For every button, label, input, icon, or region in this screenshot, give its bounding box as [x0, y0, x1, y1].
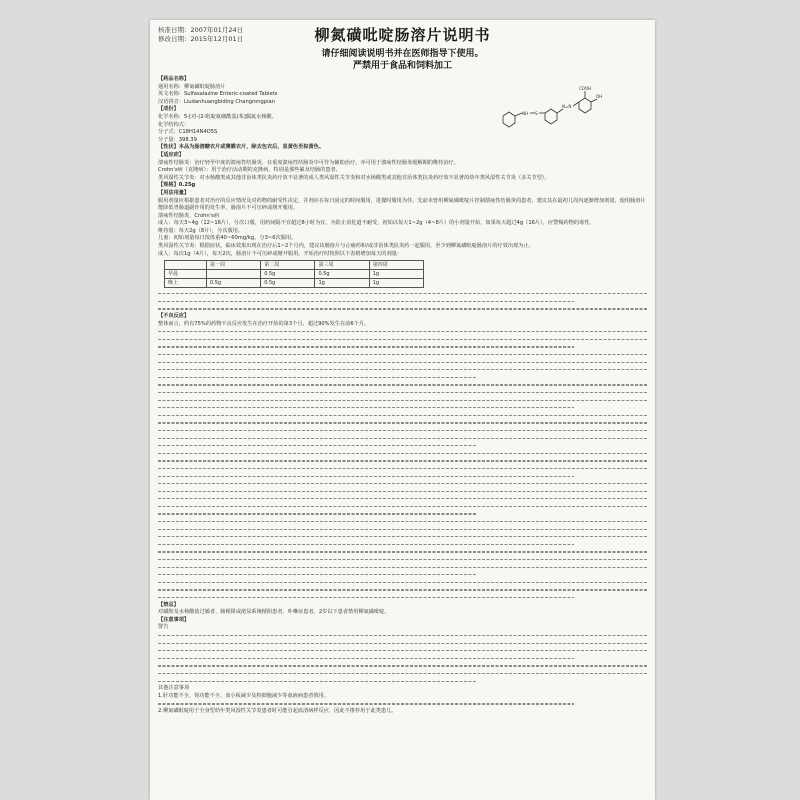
text-line — [158, 412, 647, 420]
usage-ra-adult: 成人：每次1g（4片），每天2次，肠溶片不可压碎或掰开服用。开始治疗时按照以下表格增加每天的剂量： — [158, 250, 403, 257]
dose-cell: 1g — [315, 279, 369, 288]
svg-text:N=N: N=N — [562, 104, 572, 109]
molecular-weight: 分子量：398.39 — [158, 136, 197, 143]
usage-uc-crohn: 溃疡性结肠炎、Crohn's病 — [158, 212, 220, 219]
text-line — [158, 586, 647, 594]
dose-table-row — [165, 279, 424, 288]
text-line — [158, 404, 647, 412]
text-line — [158, 427, 647, 435]
english-name: 英文名称：Sulfasalazine Enteric-coated Tablets — [158, 91, 278, 98]
text-line — [158, 533, 647, 541]
text-line — [158, 670, 647, 678]
section-usage: 【用法用量】 — [158, 189, 190, 196]
revision-date: 修改日期：2015年12月01日 — [158, 35, 244, 43]
dose-cell: 0.5g — [261, 270, 315, 279]
text-line — [158, 526, 647, 534]
text-line — [158, 647, 647, 655]
adverse-text: 整体而言，约有75%的药物不良反应发生在治疗开始的第3个月，超过90%发生在前6个月。 — [158, 320, 370, 327]
text-line — [158, 503, 647, 511]
text-line — [158, 556, 647, 564]
text-line — [158, 397, 647, 405]
leaflet-sheet — [150, 20, 655, 800]
section-contraindications: 【禁忌】 — [158, 601, 179, 608]
other-precautions-heading: 其他注意事项 — [158, 685, 190, 692]
text-line — [158, 389, 647, 397]
dose-cell: 早晨 — [165, 270, 207, 279]
text-line — [158, 594, 647, 602]
text-line — [158, 488, 647, 496]
text-line — [158, 290, 647, 298]
svg-text:COOH: COOH — [579, 86, 592, 91]
text-line — [158, 579, 647, 587]
text-line — [158, 662, 647, 670]
dose-header-cell: 第三周 — [315, 261, 369, 270]
contraindications-text: 对磺胺及水杨酸盐过敏者、肠梗阻或泌尿系统梗阻患者、卟啉症患者、2岁以下患者禁用柳氮磺吡啶。 — [158, 609, 390, 616]
section-precautions: 【注意事项】 — [158, 616, 190, 623]
dose-header-cell: 第二周 — [261, 261, 315, 270]
section-adverse: 【不良反应】 — [158, 313, 190, 320]
text-line — [158, 678, 647, 686]
text-line — [158, 510, 647, 518]
dose-cell: 晚上 — [165, 279, 207, 288]
dose-table-header — [165, 261, 424, 270]
indication-ra: 类风湿性关节炎：对水杨酸类或其他非甾体类抗炎药疗效不显著的成人类风湿性关节炎和对水杨酸类或其他非甾体类抗炎药疗效不显著的幼年类风湿性关节炎（多关节型）。 — [158, 174, 550, 181]
dose-cell: 0.5g — [315, 270, 369, 279]
structural-formula-label: 化学结构式： — [158, 121, 190, 128]
dose-table — [164, 260, 424, 288]
text-line — [158, 359, 647, 367]
dose-cell — [206, 270, 260, 279]
leaflet-notice — [150, 48, 655, 72]
text-line — [158, 336, 647, 344]
notice-line-2: 严禁用于食品和饲料加工 — [352, 61, 452, 71]
section-ingredients: 【成份】 — [158, 106, 179, 113]
text-line — [158, 655, 647, 663]
text-line — [158, 480, 647, 488]
other-precaution-1: 1.肝功能不全、肾功能不全、血小板减少及粒细胞减少等血液病患者慎用。 — [158, 692, 329, 699]
precautions-warning: 警告 — [158, 624, 169, 631]
dose-cell: 1g — [369, 270, 423, 279]
text-line — [158, 518, 647, 526]
molecular-formula: 分子式：C18H14N4O5S — [158, 129, 218, 136]
text-line — [158, 465, 647, 473]
usage-maintenance: 维持量：每天2g（8片），分次服用。 — [158, 227, 244, 234]
text-line — [158, 442, 647, 450]
dose-header-cell: 第四周 — [369, 261, 423, 270]
text-line — [158, 305, 647, 313]
text-line — [158, 700, 647, 708]
text-line — [158, 366, 647, 374]
section-spec: 【规格】0.25g — [158, 182, 196, 189]
svg-text:NH: NH — [522, 111, 528, 116]
leaflet-body — [158, 76, 647, 716]
text-line — [158, 571, 647, 579]
generic-name: 通用名称：柳氮磺吡啶肠溶片 — [158, 83, 226, 90]
text-line — [158, 328, 647, 336]
text-line — [158, 548, 647, 556]
notice-line-1: 请仔细阅读说明书并在医师指导下使用。 — [321, 49, 484, 59]
dose-header-cell: 第一周 — [206, 261, 260, 270]
chemical-name: 化学名称：5-[对-(2-吡啶氨磺酰基)苯]偶氮水杨酸。 — [158, 113, 277, 120]
leaflet-title: 柳氮磺吡啶肠溶片说明书 — [314, 26, 491, 44]
usage-child: 儿童：初始剂量每日按体重40~60mg/kg，分3~6次服用。 — [158, 235, 297, 242]
text-line — [158, 435, 647, 443]
dose-header-cell — [165, 261, 207, 270]
usage-adult: 成人：每天3~4g（12~16片），分次口服，用药间隔不宜超过8小时为宜。为防止消化道不耐受，初始以每天1~2g（4~8片）的小剂量开始，如果每天超过4g（16片），应警惕药物的毒性。 — [158, 220, 595, 227]
text-line — [158, 457, 647, 465]
section-drug-name: 【药品名称】 — [158, 76, 190, 82]
section-indications: 【适应症】 — [158, 151, 184, 158]
svg-text:S: S — [535, 111, 538, 116]
text-line — [158, 374, 647, 382]
text-line — [158, 298, 647, 306]
text-line — [158, 351, 647, 359]
text-line — [158, 564, 647, 572]
dose-cell: 1g — [369, 279, 423, 288]
dose-cell: 0.5g — [261, 279, 315, 288]
dose-cell: 0.5g — [206, 279, 260, 288]
text-line — [158, 640, 647, 648]
indication-uc: 溃疡性结肠炎：治疗轻至中度的溃疡性结肠炎，在重度溃疡性结肠炎中可作为辅助治疗，亦可用于溃疡性结肠炎缓解期的维持治疗。 — [158, 159, 459, 166]
usage-ra: 类风湿性关节炎：根据症状，临床效果出现在治疗后1~2个月内，建议该肠溶片与止痛药和/或非甾体类抗炎药一起服用，至少到柳氮磺吡啶肠溶片的疗效出现为止。 — [158, 243, 534, 250]
pinyin-name: 汉语拼音：Liudanhuangbiding Changrongpian — [158, 98, 275, 105]
text-line — [158, 450, 647, 458]
indication-crohn: Crohn's病（克隆病）：用于治疗活动期的克隆病，特别是那些累及结肠的患者。 — [158, 167, 341, 174]
text-line — [158, 495, 647, 503]
text-line — [158, 381, 647, 389]
other-precaution-2: 2.柳氮磺吡啶用于全身型幼年类风湿性关节炎患者时可能引起血清病样反应，因此不推荐用于此类患儿。 — [158, 707, 397, 714]
section-properties: 【性状】本品为肠溶糖衣片或薄膜衣片，除去包衣后，显黄色至棕黄色。 — [158, 144, 325, 151]
text-line — [158, 419, 647, 427]
text-line — [158, 541, 647, 549]
svg-text:OH: OH — [596, 94, 603, 99]
dose-table-row — [165, 270, 424, 279]
usage-intro: 服用剂量应根据患者对治疗的反应情况及对药物的耐受性决定，并剂应在每日固定的时间服用，进餐时服用为佳。先前未曾用柳氮磺吡啶片控制溃疡性结肠炎的患者，建议其在最初几周内逐渐增加剂量，使用肠溶片能降低胃肠道副作用的发生率。肠溶片不可压碎或掰开服用。 — [158, 197, 646, 212]
text-line — [158, 343, 647, 351]
approval-date: 核准日期：2007年01月24日 — [158, 26, 244, 34]
text-line — [158, 632, 647, 640]
text-line — [158, 473, 647, 481]
